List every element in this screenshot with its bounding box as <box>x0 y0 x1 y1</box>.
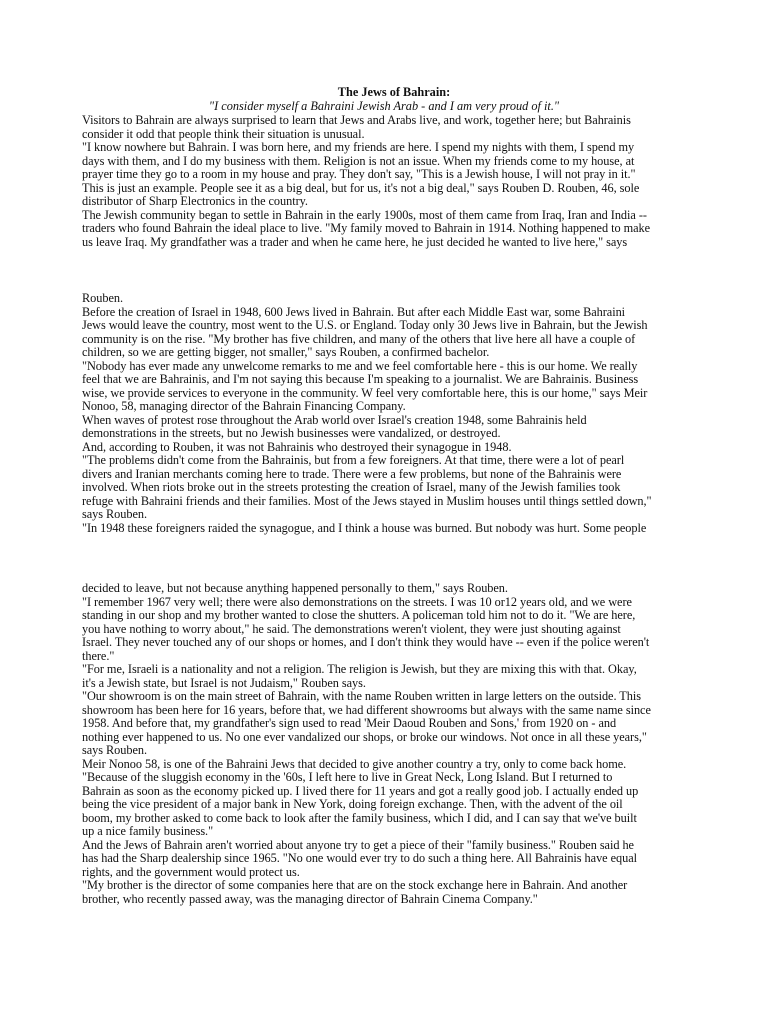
text-line: "Because of the sluggish economy in the '60s, I left here to live in Great Neck, Long Island. But I returned to <box>82 770 613 784</box>
text-line: rights, and the government would protect us. <box>82 864 300 879</box>
text-line: Bahrain as soon as the economy picked up. I lived there for 11 years and got a really good job. I actually ended up <box>82 783 639 798</box>
text-line: says Rouben. <box>82 743 147 757</box>
text-line: nothing ever happened to us. No one ever vandalized our shops, or broke our windows. Not once in all these years," <box>82 729 647 744</box>
text-line: showroom has been here for 16 years, before that, we had different showrooms but always with the same name since <box>82 702 651 717</box>
text-line: boom, my brother asked to come back to look after the family business, which I did, and I can say that we've built <box>82 810 637 825</box>
text-line: us leave Iraq. My grandfather was a trader and when he came here, he just decided he wanted to live here," says <box>82 234 628 249</box>
text-line: "My brother is the director of some companies here that are on the stock exchange here in Bahrain. And another <box>82 878 628 892</box>
text-line: "For me, Israeli is a nationality and not a religion. The religion is Jewish, but they are mixing this with that. Okay, <box>82 662 637 676</box>
text-line: decided to leave, but not because anything happened personally to them," says Rouben. <box>82 581 508 595</box>
text-line: days with them, and I do my business with them. Religion is not an issue. When my friends come to my house, at <box>82 153 635 168</box>
text-block-3 <box>82 582 694 906</box>
text-line: consider it odd that people think their situation is unusual. <box>82 126 365 141</box>
text-line: The Jewish community began to settle in Bahrain in the early 1900s, most of them came from Iraq, Iran and India -- <box>82 207 647 222</box>
text-line: you have nothing to worry about," he said. The demonstrations weren't violent, they were just shouting against <box>82 621 621 636</box>
text-line: Nonoo, 58, managing director of the Bahrain Financing Company. <box>82 399 406 413</box>
title-block <box>0 86 768 113</box>
text-line: prayer time they go to a room in my house and pray. They don't say, "This is a Jewish house, I will not pray in it." <box>82 167 636 181</box>
text-line: refuge with Bahraini friends and their families. Most of the Jews stayed in Muslim houses until things settled down," <box>82 493 652 508</box>
text-line: Rouben. <box>82 291 123 305</box>
text-line: When waves of protest rose throughout the Arab world over Israel's creation 1948, some Bahrainis held <box>82 412 587 427</box>
text-line: "Our showroom is on the main street of Bahrain, with the name Rouben written in large letters on the outside. This <box>82 689 641 703</box>
text-line: children, so we are getting bigger, not smaller," says Rouben, a confirmed bachelor. <box>82 345 490 359</box>
text-block-1 <box>82 114 694 249</box>
text-line: up a nice family business." <box>82 824 214 838</box>
text-line: And the Jews of Bahrain aren't worried about anyone try to get a piece of their "family business." Rouben said he <box>82 837 634 852</box>
text-line: 1958. And before that, my grandfather's sign used to read 'Meir Daoud Rouben and Sons,' from 1920 on - and <box>82 716 617 730</box>
text-line: Before the creation of Israel in 1948, 600 Jews lived in Bahrain. But after each Middle East war, some Bahraini <box>82 304 626 319</box>
text-line: has had the Sharp dealership since 1965. "No one would ever try to do such a thing here. All Bahrainis have equal <box>82 851 637 865</box>
text-line: demonstrations in the streets, but no Jewish businesses were vandalized, or destroyed. <box>82 426 501 440</box>
text-line: "In 1948 these foreigners raided the synagogue, and I think a house was burned. But nobody was hurt. Some people <box>82 520 647 535</box>
text-line: feel that we are Bahrainis, and I'm not saying this because I'm speaking to a journalist. We are Bahrainis. Business <box>82 372 639 386</box>
text-line: standing in our shop and my brother wanted to close the shutters. A policeman told him not to do it. "We are here, <box>82 608 636 622</box>
text-block-2 <box>82 292 694 535</box>
text-line: brother, who recently passed away, was the managing director of Bahrain Cinema Company." <box>82 891 538 906</box>
text-line: This is just an example. People see it as a big deal, but for us, it's not a big deal," says Rouben D. Rouben, 46, sole <box>82 180 640 195</box>
text-line: community is on the rise. "My brother has five children, and many of the others that live here all have a couple of <box>82 331 636 346</box>
text-line: divers and Iranian merchants coming here to trade. There were a few problems, but none of the Bahrainis were <box>82 466 622 481</box>
text-line: Israel. They never touched any of our shops or homes, and I don't think they would have -- even if the police weren't <box>82 635 650 649</box>
text-line: "I remember 1967 very well; there were also demonstrations on the streets. I was 10 or12 years old, and we were <box>82 594 632 609</box>
text-line: And, according to Rouben, it was not Bahrainis who destroyed their synagogue in 1948. <box>82 439 512 454</box>
document-subtitle: "I consider myself a Bahraini Jewish Arab - and I am very proud of it." <box>208 98 560 113</box>
text-line: says Rouben. <box>82 507 147 521</box>
text-line: traders who found Bahrain the ideal place to live. "My family moved to Bahrain in 1914. Nothing happened to make <box>82 221 651 235</box>
text-line: wise, we provide services to everyone in the community. W feel very comfortable here, this is our home," says Meir <box>82 385 648 400</box>
document-title: The Jews of Bahrain: <box>337 85 451 99</box>
text-line: distributor of Sharp Electronics in the country. <box>82 194 308 208</box>
text-line: involved. When riots broke out in the streets protesting the creation of Israel, many of the Jewish families took <box>82 480 621 494</box>
text-line: there." <box>82 648 115 663</box>
text-line: Jews would leave the country, most went to the U.S. or England. Today only 30 Jews live in Bahrain, but the Jewish <box>82 318 648 332</box>
text-line: it's a Jewish state, but Israel is not Judaism," Rouben says. <box>82 675 366 690</box>
text-line: "I know nowhere but Bahrain. I was born here, and my friends are here. I spend my nights with them, I spend my <box>82 140 635 154</box>
text-line: "Nobody has ever made any unwelcome remarks to me and we feel comfortable here - this is our home. We really <box>82 358 638 373</box>
text-line: Meir Nonoo 58, is one of the Bahraini Jews that decided to give another country a try, only to come back home. <box>82 756 627 771</box>
text-line: being the vice president of a major bank in New York, doing foreign exchange. Then, with the advent of the oil <box>82 797 623 811</box>
text-line: "The problems didn't come from the Bahrainis, but from a few foreigners. At that time, there were a lot of pearl <box>82 453 625 467</box>
text-line: Visitors to Bahrain are always surprised to learn that Jews and Arabs live, and work, together here; but Bahrainis <box>82 113 631 127</box>
